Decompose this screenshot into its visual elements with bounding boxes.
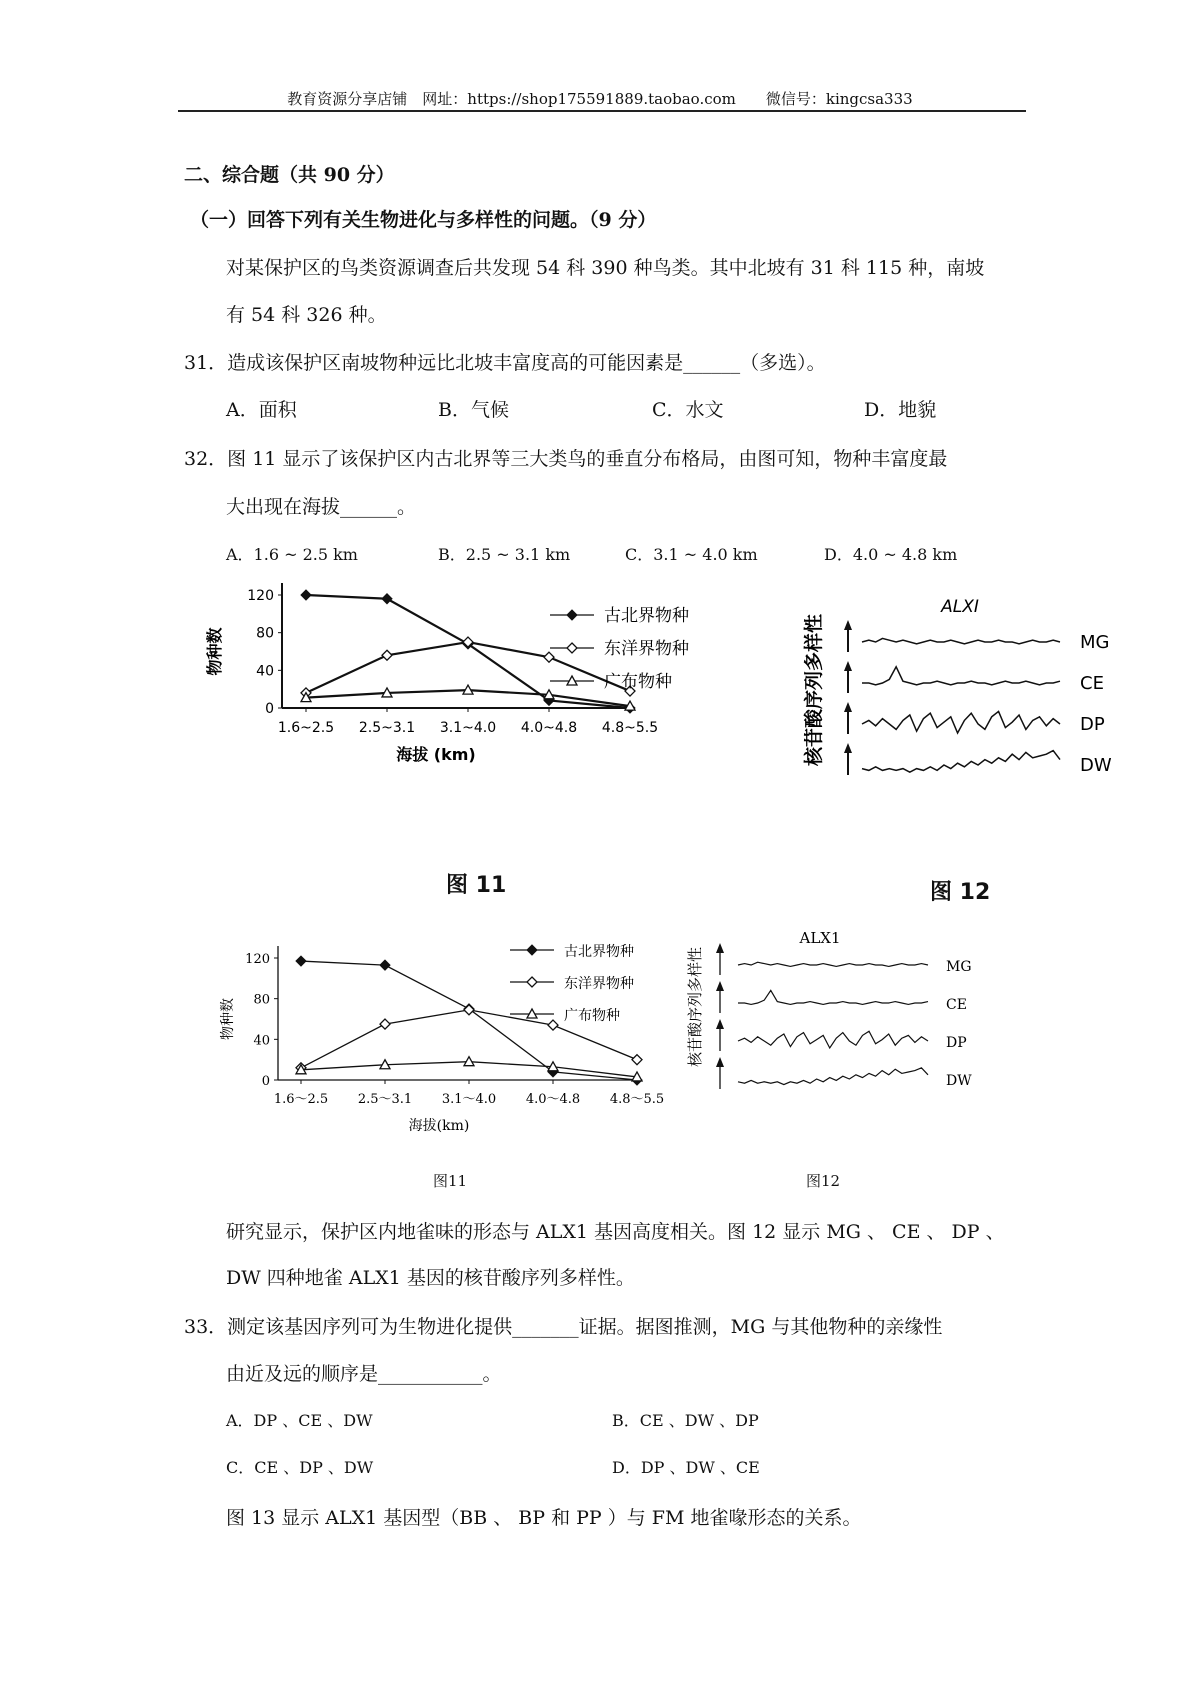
q33-option-d: D．DP 、DW 、CE (612, 1458, 760, 1477)
y-axis-label: 物种数 (205, 627, 224, 676)
diversity-trace-mg (862, 638, 1060, 643)
row-label-mg: MG (1080, 632, 1110, 653)
arrow-head-icon (844, 620, 852, 630)
intro-line-1: 对某保护区的鸟类资源调查后共发现 54 科 390 种鸟类。其中北坡有 31 科 115 种，南坡 (226, 257, 985, 279)
legend-marker (527, 945, 537, 955)
legend-marker (567, 610, 577, 620)
q31-option-b: B．气候 (438, 399, 509, 421)
figure-11-scanned-chart (200, 588, 720, 850)
x-tick-label: 3.1~4.0 (439, 720, 497, 736)
diversity-trace-ce (862, 667, 1060, 685)
data-point (380, 960, 390, 970)
x-tick-label: 3.1～4.0 (441, 1092, 497, 1107)
q33-option-c: C．CE 、DP 、DW (226, 1458, 374, 1477)
arrow-head-icon (716, 1057, 724, 1067)
arrow-head-icon (716, 1019, 724, 1029)
x-axis-label: 海拔(km) (408, 1118, 470, 1134)
row-label-ce: CE (1080, 673, 1104, 694)
data-point (632, 1055, 642, 1065)
intro-line-2: 有 54 科 326 种。 (226, 304, 387, 326)
arrow-head-icon (716, 981, 724, 991)
page-header: 教育资源分享店铺 网址：https://shop175591889.taobao.com 微信号：kingcsa333 (287, 90, 913, 108)
y-tick-label: 120 (245, 952, 270, 967)
y-tick-label: 40 (253, 1033, 270, 1049)
data-point (548, 1020, 558, 1030)
diversity-trace-dp (738, 1031, 928, 1048)
arrow-head-icon (844, 743, 852, 753)
y-tick-label: 0 (261, 1074, 270, 1089)
q32-option-c: C．3.1 ~ 4.0 km (625, 545, 758, 564)
row-label-mg: MG (946, 959, 972, 975)
q33-option-b: B．CE 、DW 、DP (612, 1411, 759, 1430)
q32-stem-line-1: 32．图 11 显示了该保护区内古北界等三大类鸟的垂直分布格局，由图可知，物种丰富度最 (184, 448, 948, 470)
diversity-trace-ce (738, 990, 928, 1004)
legend-label: 东洋界物种 (604, 639, 689, 659)
row-label-dw: DW (1080, 755, 1112, 776)
figure-12-caption: 图 12 (930, 880, 991, 905)
legend-marker (527, 977, 537, 987)
data-point (382, 650, 392, 660)
q32-option-d: D．4.0 ~ 4.8 km (824, 545, 958, 564)
q33-option-a: A．DP 、CE 、DW (226, 1411, 373, 1430)
y-tick-label: 40 (256, 663, 274, 680)
data-point (544, 652, 554, 662)
row-label-dp: DP (1080, 714, 1105, 735)
figure-12-scanned (800, 590, 1120, 800)
row-label-dp: DP (946, 1035, 967, 1051)
x-tick-label: 4.0～4.8 (525, 1092, 581, 1107)
diversity-trace-dw (738, 1068, 928, 1085)
q32-option-b: B．2.5 ~ 3.1 km (438, 545, 571, 564)
legend-label: 古北界物种 (604, 606, 689, 626)
research-line-1: 研究显示，保护区内地雀味的形态与 ALX1 基因高度相关。图 12 显示 MG 、 CE 、 DP 、 (226, 1221, 1005, 1243)
y-tick-label: 120 (247, 588, 274, 604)
arrow-head-icon (844, 702, 852, 712)
y-tick-label: 80 (256, 625, 274, 642)
y-tick-label: 0 (265, 701, 274, 717)
x-tick-label: 1.6~2.5 (277, 720, 335, 736)
q31-stem: 31．造成该保护区南坡物种远比北坡丰富度高的可能因素是______（多选）。 (184, 352, 826, 374)
q31-option-a: A．面积 (226, 399, 297, 421)
row-label-dw: DW (946, 1073, 972, 1089)
section-title: 二、综合题（共 90 分） (184, 164, 395, 186)
x-tick-label: 2.5~3.1 (358, 720, 416, 736)
x-tick-label: 1.6～2.5 (273, 1092, 329, 1107)
figure-11-redrawn-caption: 图11 (433, 1172, 468, 1190)
data-point (380, 1019, 390, 1029)
q32-stem-line-2: 大出现在海拔______。 (226, 496, 417, 518)
arrow-head-icon (716, 943, 724, 953)
legend-label: 广布物种 (564, 1008, 620, 1024)
x-tick-label: 4.8～5.5 (609, 1092, 665, 1107)
data-point (301, 590, 311, 600)
figure-11-caption: 图 11 (446, 873, 507, 898)
figure-11-redrawn-chart (220, 930, 690, 1150)
figure-12-ylabel: 核苷酸序列多样性 (686, 946, 704, 1068)
fig13-intro: 图 13 显示 ALX1 基因型（BB 、 BP 和 PP ）与 FM 地雀喙形态的关系。 (226, 1507, 862, 1529)
x-axis-label: 海拔 (km) (396, 745, 476, 764)
figure-12-redrawn (686, 925, 990, 1135)
arrow-head-icon (844, 661, 852, 671)
q31-option-d: D．地貌 (864, 399, 937, 421)
legend-label: 广布物种 (604, 672, 672, 692)
figure-12-title: ALX1 (799, 929, 841, 947)
figure-12-title: ALXI (941, 597, 979, 617)
data-point (382, 594, 392, 604)
q32-option-a: A．1.6 ~ 2.5 km (226, 545, 358, 564)
y-axis-label: 物种数 (220, 998, 236, 1040)
figure-12-redrawn-caption: 图12 (806, 1172, 841, 1190)
x-tick-label: 4.0~4.8 (520, 720, 578, 736)
q33-stem-line-2: 由近及远的顺序是___________。 (226, 1363, 502, 1385)
legend-label: 东洋界物种 (564, 976, 634, 992)
legend-label: 古北界物种 (564, 944, 634, 960)
q33-stem-line-1: 33．测定该基因序列可为生物进化提供_______证据。据图推测，MG 与其他物种的亲缘性 (184, 1316, 943, 1338)
data-point (296, 956, 306, 966)
figure-12-ylabel: 核苷酸序列多样性 (803, 613, 825, 767)
header-divider (178, 110, 1026, 112)
x-tick-label: 4.8~5.5 (601, 720, 659, 736)
section-subtitle: （一）回答下列有关生物进化与多样性的问题。（9 分） (190, 209, 657, 231)
x-tick-label: 2.5～3.1 (357, 1092, 413, 1107)
diversity-trace-dw (862, 751, 1060, 773)
legend-marker (567, 643, 577, 653)
research-line-2: DW 四种地雀 ALX1 基因的核苷酸序列多样性。 (226, 1267, 635, 1289)
diversity-trace-dp (862, 711, 1060, 733)
diversity-trace-mg (738, 962, 928, 966)
y-tick-label: 80 (253, 992, 270, 1008)
row-label-ce: CE (946, 997, 967, 1013)
q31-option-c: C．水文 (652, 399, 724, 421)
